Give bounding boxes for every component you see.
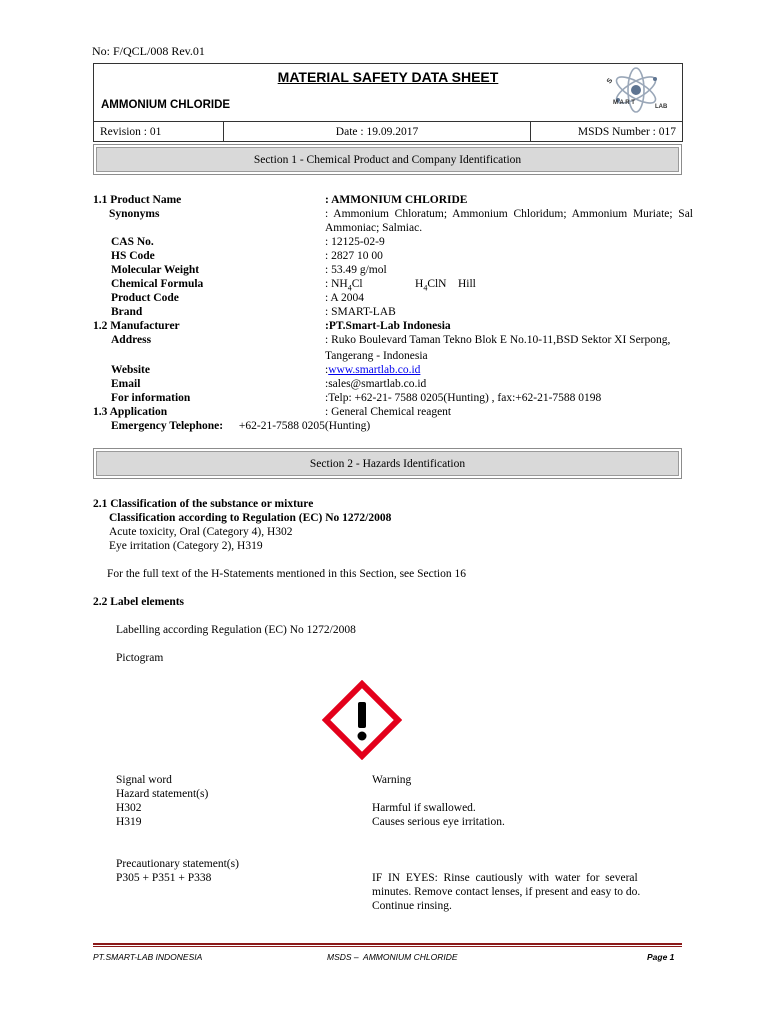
classification-line-1: Acute toxicity, Oral (Category 4), H302 [109, 526, 293, 538]
product-name-label: 1.1 Product Name [93, 194, 182, 206]
msds-number-cell: MSDS Number : 017 [577, 126, 676, 138]
emergency-value: +62-21-7588 0205(Hunting) [236, 420, 371, 432]
address-label: Address [111, 334, 152, 346]
classification-line-2: Eye irritation (Category 2), H319 [109, 540, 263, 552]
precautionary-statements-label: Precautionary statement(s) [116, 858, 239, 870]
footer-page-number: Page 1 [647, 952, 675, 962]
email-value: :sales@smartlab.co.id [325, 378, 427, 390]
synonyms-value-cont: Ammoniac; Salmiac. [325, 222, 423, 234]
manufacturer-value: :PT.Smart-Lab Indonesia [325, 320, 451, 332]
date-cell: Date : 19.09.2017 [224, 122, 531, 142]
molecular-weight-value: : 53.49 g/mol [325, 264, 387, 276]
website-value: :www.smartlab.co.id [325, 364, 421, 376]
signal-word-value: Warning [372, 774, 412, 786]
revision-row [94, 121, 682, 142]
product-code-value: : A 2004 [325, 292, 364, 304]
pictogram-label: Pictogram [116, 652, 164, 664]
product-name-value: : AMMONIUM CHLORIDE [325, 194, 468, 206]
footer-rule [93, 943, 682, 945]
precautionary-text-2: minutes. Remove contact lenses, if present and easy to do. [372, 886, 641, 898]
h302-text: Harmful if swallowed. [372, 802, 476, 814]
hs-code-value: : 2827 10 00 [325, 250, 383, 262]
synonyms-value: : Ammonium Chloratum; Ammonium Chloridum; Ammonium Muriate; Sal [325, 208, 694, 220]
document-number: No: F/QCL/008 Rev.01 [92, 44, 205, 58]
brand-value: : SMART-LAB [325, 306, 396, 318]
hs-code-label: HS Code [111, 250, 155, 262]
molecular-weight-label: Molecular Weight [111, 264, 200, 276]
svg-text:LAB: LAB [655, 104, 668, 110]
classification-title: 2.1 Classification of the substance or mixture [93, 498, 314, 510]
smart-lab-logo [600, 64, 676, 122]
h302-code: H302 [116, 802, 142, 814]
manufacturer-label: 1.2 Manufacturer [93, 320, 180, 332]
cas-label: CAS No. [111, 236, 154, 248]
address-value-cont: Tangerang - Indonesia [325, 350, 428, 362]
information-value: :Telp: +62-21- 7588 0205(Hunting) , fax:+62-21-7588 0198 [325, 392, 602, 404]
svg-text:S: S [605, 77, 615, 86]
signal-word-label: Signal word [116, 774, 172, 786]
emergency-label: Emergency Telephone: [111, 420, 224, 432]
labelling-text: Labelling according Regulation (EC) No 1272/2008 [116, 624, 356, 636]
brand-label: Brand [111, 306, 143, 318]
footer-company: PT.SMART-LAB INDONESIA [93, 952, 203, 962]
full-text-note: For the full text of the H-Statements mentioned in this Section, see Section 16 [107, 568, 466, 580]
classification-subtitle: Classification according to Regulation (EC) No 1272/2008 [109, 512, 392, 524]
email-label: Email [111, 378, 141, 390]
chemical-formula-value: : $NH_4Cl$ [325, 278, 363, 293]
cas-value: : 12125-02-9 [325, 236, 385, 248]
header-box [93, 63, 683, 142]
hazard-statements-label: Hazard statement(s) [116, 788, 209, 800]
section2-heading: Section 2 - Hazards Identification [93, 448, 682, 479]
application-value: : General Chemical reagent [325, 406, 452, 418]
synonyms-label: Synonyms [109, 208, 160, 220]
address-value: : Ruko Boulevard Taman Tekno Blok E No.10-11,BSD Sektor XI Serpong, [325, 334, 671, 346]
precautionary-text-1: IF IN EYES: Rinse cautiously with water for several [372, 872, 638, 884]
website-link[interactable]: www.smartlab.co.id [328, 364, 421, 376]
website-label: Website [111, 364, 150, 376]
h319-text: Causes serious eye irritation. [372, 816, 505, 828]
chemical-formula-label: Chemical Formula [111, 278, 204, 290]
revision-cell: Revision : 01 [94, 122, 224, 142]
information-label: For information [111, 392, 191, 404]
svg-text:M A R T: M A R T [613, 100, 635, 106]
label-elements-title: 2.2 Label elements [93, 596, 185, 608]
hill-formula: $H_4ClN$ Hill [415, 278, 476, 293]
precautionary-code: P305 + P351 + P338 [116, 872, 212, 884]
section1-content [93, 193, 694, 433]
page-title: MATERIAL SAFETY DATA SHEET [277, 69, 499, 85]
application-label: 1.3 Application [93, 406, 168, 418]
section1-heading: Section 1 - Chemical Product and Company Identification [93, 144, 682, 175]
h319-code: H319 [116, 816, 142, 828]
precautionary-text-3: Continue rinsing. [372, 900, 452, 912]
footer-rule-thin [93, 946, 682, 947]
footer-document-title: MSDS – AMMONIUM CHLORIDE [327, 952, 458, 962]
product-code-label: Product Code [111, 292, 179, 304]
product-title: AMMONIUM CHLORIDE [101, 99, 231, 111]
exclamation-mark-pictogram-icon [322, 680, 402, 760]
